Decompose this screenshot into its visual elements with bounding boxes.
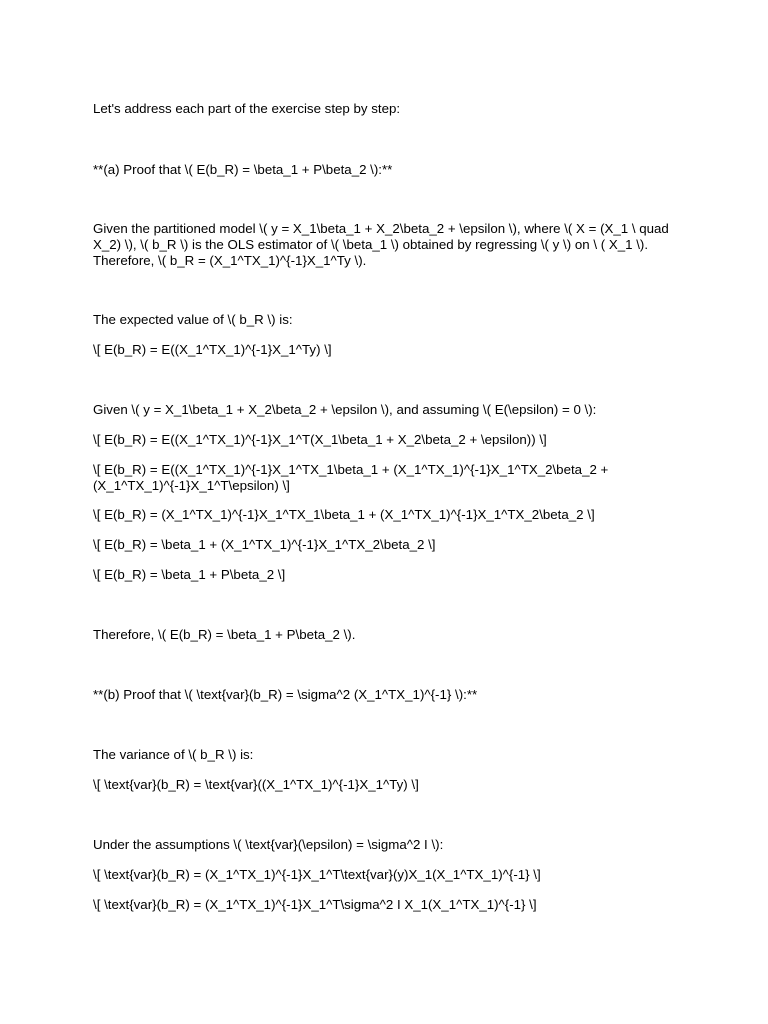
- assumption-text: Given \( y = X_1\beta_1 + X_2\beta_2 + \epsilon \), and assuming \( E(\epsilon) = 0 \):: [93, 402, 597, 417]
- equation-line: \[ \text{var}(b_R) = (X_1^TX_1)^{-1}X_1^T\text{var}(y)X_1(X_1^TX_1)^{-1} \]: [93, 867, 541, 882]
- part-a-heading: **(a) Proof that \( E(b_R) = \beta_1 + P\beta_2 \):**: [93, 162, 393, 177]
- conclusion-a: Therefore, \( E(b_R) = \beta_1 + P\beta_2 \).: [93, 627, 356, 642]
- equation-line: \[ E(b_R) = E((X_1^TX_1)^{-1}X_1^T(X_1\beta_1 + X_2\beta_2 + \epsilon)) \]: [93, 432, 547, 447]
- expected-value-intro: The expected value of \( b_R \) is:: [93, 312, 293, 327]
- model-paragraph: Given the partitioned model \( y = X_1\beta_1 + X_2\beta_2 + \epsilon \), where \( X = (X_1 \ quad X_2) \), \( b_R \) is the OLS estimator of \( \beta_1 \) obtained by regressing \( y \) on \ ( X_1 \). Therefore, \( b_R = (X_1^TX_1)^{-1}X_1^Ty \).: [93, 221, 673, 268]
- variance-intro: The variance of \( b_R \) is:: [93, 747, 254, 762]
- equation-line: \[ E(b_R) = (X_1^TX_1)^{-1}X_1^TX_1\beta_1 + (X_1^TX_1)^{-1}X_1^TX_2\beta_2 \]: [93, 507, 595, 522]
- equation-line: \[ \text{var}(b_R) = (X_1^TX_1)^{-1}X_1^T\sigma^2 I X_1(X_1^TX_1)^{-1} \]: [93, 897, 537, 912]
- equation-line: \[ E(b_R) = \beta_1 + P\beta_2 \]: [93, 567, 286, 582]
- equation-line: \[ \text{var}(b_R) = \text{var}((X_1^TX_1)^{-1}X_1^Ty) \]: [93, 777, 419, 792]
- part-b-heading: **(b) Proof that \( \text{var}(b_R) = \sigma^2 (X_1^TX_1)^{-1} \):**: [93, 687, 478, 702]
- variance-assumption-text: Under the assumptions \( \text{var}(\epsilon) = \sigma^2 I \):: [93, 837, 444, 852]
- intro-text: Let's address each part of the exercise step by step:: [93, 101, 401, 116]
- equation-line: \[ E(b_R) = E((X_1^TX_1)^{-1}X_1^Ty) \]: [93, 342, 332, 357]
- equation-line: \[ E(b_R) = E((X_1^TX_1)^{-1}X_1^TX_1\beta_1 + (X_1^TX_1)^{-1}X_1^TX_2\beta_2 + (X_1^TX_1)^{-1}X_1^T\epsilon) \]: [93, 462, 613, 493]
- equation-line: \[ E(b_R) = \beta_1 + (X_1^TX_1)^{-1}X_1^TX_2\beta_2 \]: [93, 537, 436, 552]
